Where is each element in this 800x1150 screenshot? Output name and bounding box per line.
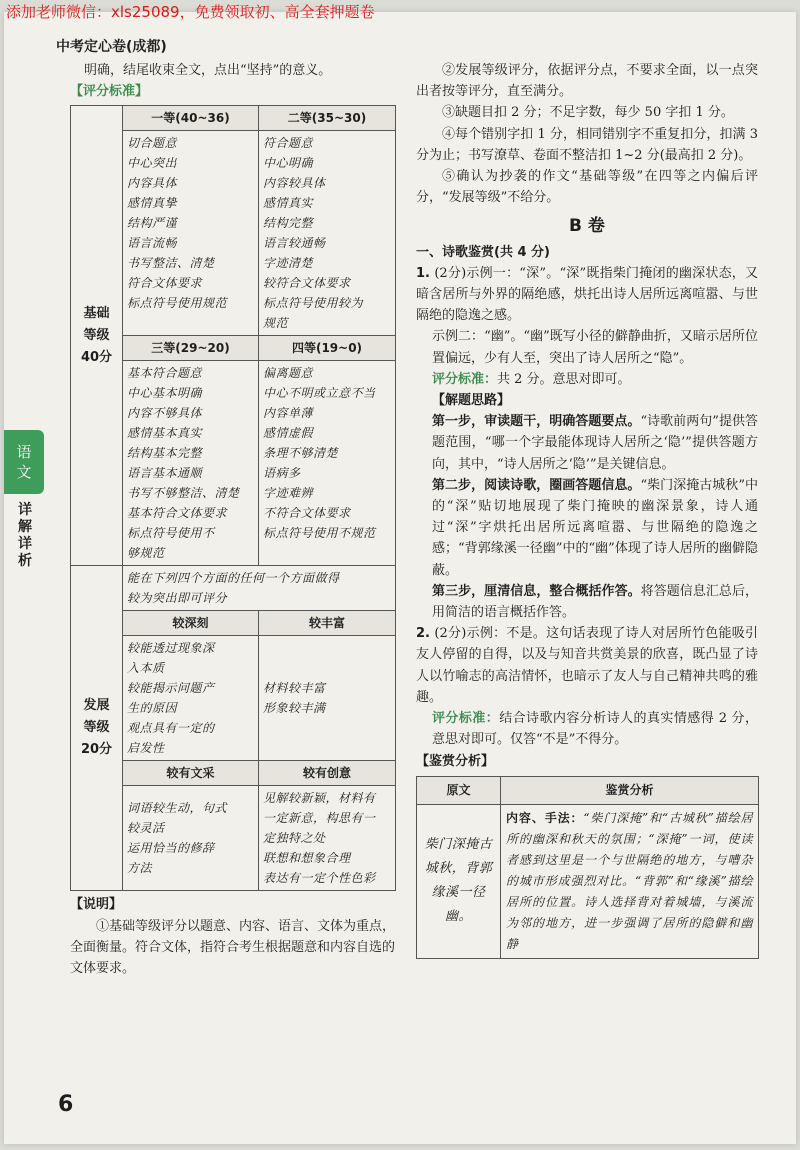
analysis-col-analysis-header: 鉴赏分析: [501, 776, 759, 804]
explain-item-4: ④每个错别字扣 1 分，相同错别字不重复扣分，扣满 3 分为止；书写潦草、卷面不整洁扣 1~2 分(最高扣 2 分)。: [416, 126, 758, 163]
step-2-body: “柴门深掩古城秋”中的“深”贴切地展现了柴门掩映的幽深景象，诗人通过“深”字烘托出居所远离喧嚣、与世隔绝的隐逸之感；“背郭缘溪一径幽”中的“幽”体现了诗人居所的幽僻隐蔽。: [432, 477, 758, 578]
analysis-body-text: “柴门深掩”和“古城秋”描绘居所的幽深和秋天的氛围；“深掩”一词，使读者感到这里是一个与世隔绝的地方，与嘈杂的城市形成强烈对比。“背郭”和“缘溪”描绘居所的位置。诗人选择背对着城墙，与溪流为邻的地方，进一步强调了居所的隐僻和幽静: [506, 810, 753, 951]
scoring-rubric-table: [70, 105, 396, 891]
creativity-criteria: 见解较新颖，材料有 一定新意，构思有一 定独特之处 联想和想象合理 表达有一定个性色彩: [259, 786, 396, 891]
explain-item-5: ⑤确认为抄袭的作文“基础等级”在四等之内偏后评分，“发展等级”不给分。: [416, 169, 758, 206]
page-number: 6: [58, 1092, 74, 1117]
analysis-heading: 【鉴赏分析】: [416, 753, 495, 769]
question-1-answer: [416, 263, 758, 327]
explain-item-3: ③缺题目扣 2 分；不足字数，每少 50 字扣 1 分。: [442, 105, 734, 121]
step-3-heading: 第三步，厘清信息，整合概括作答。: [432, 583, 641, 599]
right-column: [416, 60, 758, 959]
watermark-banner: 添加老师微信：xls25089，免费领取初、高全套押题卷: [6, 3, 375, 21]
grade-4-header: 四等(19~0): [259, 336, 396, 361]
intro-line: 明确，结尾收束全文，点出“坚持”的意义。: [84, 63, 332, 78]
question-1-rubric-label: 评分标准：: [432, 371, 498, 387]
creativity-header: 较有创意: [259, 761, 396, 786]
basic-level-label: 基础 等级 40分: [71, 106, 123, 566]
analysis-col-original-header: 原文: [417, 776, 501, 804]
richness-header: 较丰富: [259, 611, 396, 636]
step-3-body: 将答题信息汇总后，用简洁的语言概括作答。: [432, 583, 758, 621]
explain-heading: 【说明】: [70, 897, 123, 913]
thinking-heading: 【解题思路】: [432, 393, 511, 409]
grade-3-criteria: 基本符合题意 中心基本明确 内容不够具体 感情基本真实 结构基本完整 语言基本通顺 书写不够整洁、清楚 基本符合文体要求 标点符号使用不 够规范: [123, 361, 259, 566]
question-1-example-2: 示例二：“幽”。“幽”既写小径的僻静曲折，又暗示居所位置偏远，少有人至，突出了诗人居所之“隐”。: [432, 329, 758, 366]
question-2-rubric-label: 评分标准：: [432, 711, 500, 727]
depth-header: 较深刻: [123, 611, 259, 636]
question-2-rubric-text: 结合诗歌内容分析诗人的真实情感得 2 分，意思对即可。仅答“不是”不得分。: [432, 711, 758, 748]
step-2-heading: 第二步，阅读诗歌，圈画答题信息。: [432, 477, 641, 493]
question-2-text: (2分)示例：不是。这句话表现了诗人对居所竹色能吸引友人停留的自得，以及与知音共赏美景的欣喜，既凸显了诗人以竹喻志的高洁情怀，也暗示了友人与自己精神共鸣的雅趣。: [416, 626, 758, 705]
richness-criteria: 材料较丰富 形象较丰满: [259, 636, 396, 761]
analysis-original-text: 柴门深掩古城秋，背郭缘溪一径幽。: [417, 804, 501, 958]
step-1-body: “诗歌前两句”提供答题范围，“哪一个字最能体现诗人居所之‘隐’”提供答题方向，其中，“诗人居所之‘隐’”是关键信息。: [432, 414, 758, 472]
subject-tab-char-1: 语: [16, 443, 32, 461]
style-header: 较有文采: [123, 761, 259, 786]
question-1-number: 1.: [416, 265, 430, 281]
analysis-body: [501, 804, 759, 958]
grade-1-criteria: 切合题意 中心突出 内容具体 感情真挚 结构严谨 语言流畅 书写整洁、清楚 符合文体要求 标点符号使用规范: [123, 131, 259, 336]
appreciation-analysis-table: [416, 776, 759, 959]
question-2-rubric: [416, 708, 758, 750]
step-2: [416, 475, 758, 581]
grade-2-criteria: 符合题意 中心明确 内容较具体 感情真实 结构完整 语言较通畅 字迹清楚 较符合文体要求 标点符号使用较为 规范: [259, 131, 396, 336]
explain-item-2: ②发展等级评分，依据评分点，不要求全面，以一点突出者按等评分，直至满分。: [416, 63, 758, 100]
page-header-title: 中考定心卷(成都): [56, 39, 167, 55]
step-1-heading: 第一步，审读题干，明确答题要点。: [432, 414, 641, 430]
analysis-body-heading: 内容、手法：: [506, 810, 584, 825]
depth-criteria: 较能透过现象深 入本质 较能揭示问题产 生的原因 观点具有一定的 启发性: [123, 636, 259, 761]
grade-4-criteria: 偏离题意 中心不明或立意不当 内容单薄 感情虚假 条理不够清楚 语病多 字迹难辨 不符合文体要求 标点符号使用不规范: [259, 361, 396, 566]
development-note: 能在下列四个方面的任何一个方面做得 较为突出即可评分: [123, 566, 396, 611]
development-level-label: 发展 等级 20分: [71, 566, 123, 891]
question-2-number: 2.: [416, 626, 430, 642]
step-3: [416, 581, 758, 623]
subject-tab-char-2: 文: [16, 463, 32, 481]
subject-tab[interactable]: [4, 430, 44, 494]
grade-3-header: 三等(29~20): [123, 336, 259, 361]
explain-item-1: ①基础等级评分以题意、内容、语言、文体为重点，全面衡量。符合文体，指符合考生根据题意和内容自选的文体要求。: [70, 918, 396, 977]
question-2-answer: [416, 623, 758, 708]
grade-1-header: 一等(40~36): [123, 106, 259, 131]
step-1: [416, 411, 758, 475]
question-1-rubric: [416, 369, 758, 390]
section-b-title: B 卷: [569, 216, 605, 237]
question-1-text: (2分)示例一：“深”。“深”既指柴门掩闭的幽深状态，又暗含居所与外界的隔绝感，烘托出诗人居所远离喧嚣、与世隔绝的隐逸之感。: [416, 265, 758, 324]
rubric-heading: 【评分标准】: [70, 84, 149, 100]
side-section-label: 详解详析: [18, 502, 32, 569]
style-criteria: 词语较生动，句式 较灵活 运用恰当的修辞 方法: [123, 786, 259, 891]
poetry-section-title: 一、诗歌鉴赏(共 4 分): [416, 244, 550, 260]
grade-2-header: 二等(35~30): [259, 106, 396, 131]
question-1-rubric-text: 共 2 分。意思对即可。: [497, 371, 631, 387]
left-column: [70, 60, 395, 979]
